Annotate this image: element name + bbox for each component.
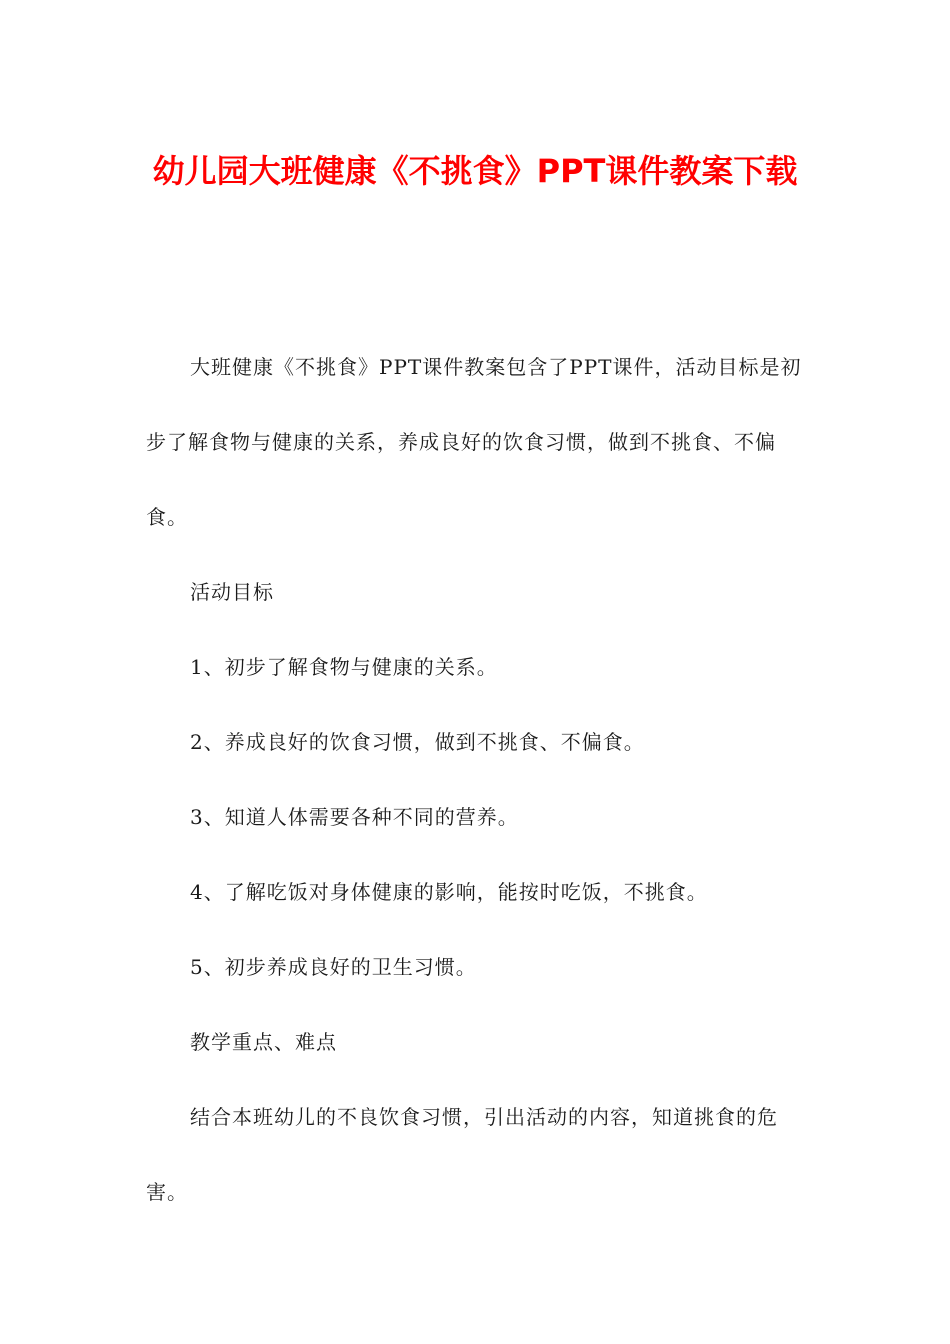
document-title: 幼儿园大班健康《不挑食》PPT课件教案下载 — [152, 152, 798, 190]
goal-item: 2、养成良好的饮食习惯，做到不挑食、不偏食。 — [190, 730, 645, 754]
goal-item: 3、知道人体需要各种不同的营养。 — [190, 805, 519, 829]
section-heading-goals: 活动目标 — [190, 580, 274, 604]
goal-item: 4、了解吃饭对身体健康的影响，能按时吃饭，不挑食。 — [190, 880, 708, 904]
goal-item: 5、初步养成良好的卫生习惯。 — [190, 955, 477, 979]
document-body — [146, 330, 811, 1230]
key-points-paragraph: 结合本班幼儿的不良饮食习惯，引出活动的内容，知道挑食的危害。 — [146, 1105, 778, 1204]
goal-item: 1、初步了解食物与健康的关系。 — [190, 655, 498, 679]
intro-paragraph: 大班健康《不挑食》PPT课件教案包含了PPT课件，活动目标是初步了解食物与健康的关系，养成良好的饮食习惯，做到不挑食、不偏食。 — [146, 355, 802, 529]
section-heading-key-points: 教学重点、难点 — [190, 1030, 337, 1054]
